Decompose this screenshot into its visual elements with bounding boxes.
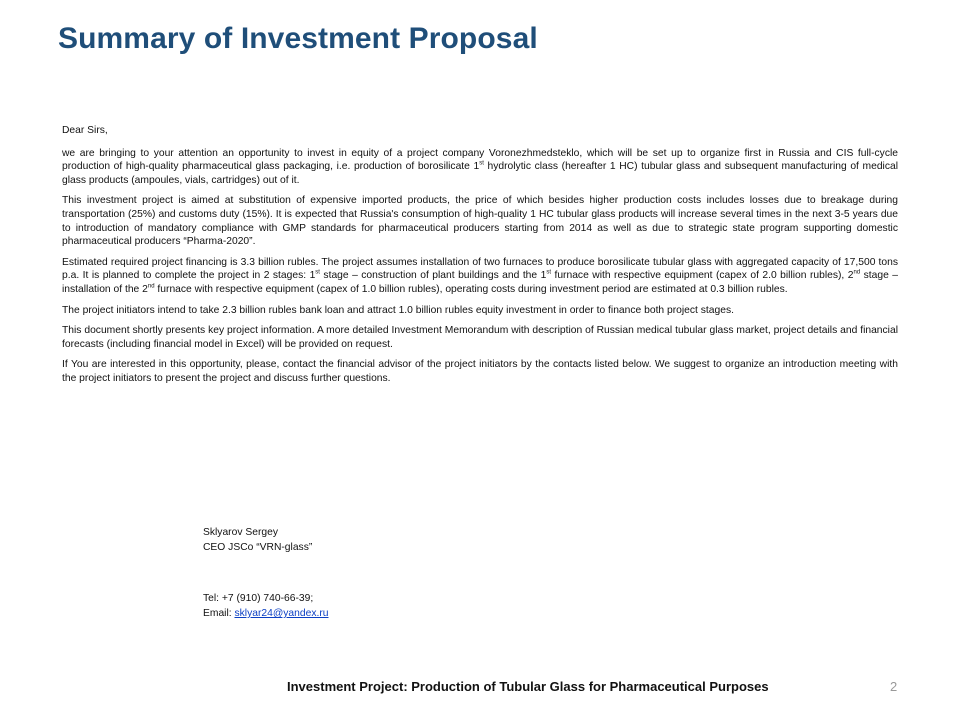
signer-position: CEO JSCo “VRN-glass”	[203, 542, 313, 553]
paragraph-financing-text-1: Estimated required project financing is 3.3 billion rubles. The project assumes installation of two furnaces to produce borosilicate tubular glass with aggregated capacity of 17,500 tons p.a. It is planned to complete the project in 2 stages: 1	[62, 256, 898, 282]
page-number: 2	[890, 679, 898, 694]
paragraph-intro-text-1: we are bringing to your attention an opportunity to invest in equity of a project company Voronezhmedsteklo, which will be set up to organize first in Russia and CIS full-cycle production of high-quality pharmaceutical glass packaging, i.e. production of borosilicate 1	[62, 147, 898, 173]
paragraph-document-info: This document shortly presents key project information. A more detailed Investment Memorandum with description of Russian medical tubular glass market, project details and financial forecasts (including financial model in Excel) will be provided on request.	[62, 325, 898, 350]
paragraph-intro-text-2: hydrolytic class (hereafter 1 HC) tubular glass and subsequent manufacturing of medical glass products (ampoules, vials, cartridges) out of it.	[62, 161, 898, 186]
letter-body	[62, 124, 898, 393]
paragraph-financing-text-3: furnace with respective equipment (capex of 2.0 billion rubles), 2	[551, 270, 854, 282]
signature-block	[203, 525, 329, 621]
paragraph-financing	[62, 256, 898, 297]
ordinal-superscript: st	[479, 160, 484, 167]
slide-title: Summary of Investment Proposal	[58, 22, 538, 55]
paragraph-financing-text-4: stage – installation of the 2	[62, 270, 899, 295]
paragraph-funding-structure: The project initiators intend to take 2.3 billion rubles bank loan and attract 1.0 billion rubles equity investment in order to finance both project stages.	[62, 304, 734, 316]
ordinal-superscript: nd	[147, 283, 155, 290]
letter-greeting: Dear Sirs,	[62, 125, 108, 136]
contact-phone: Tel: +7 (910) 740-66-39;	[203, 593, 314, 604]
ordinal-superscript: st	[315, 269, 320, 276]
paragraph-financing-text-5: furnace with respective equipment (capex of 1.0 billion rubles), operating costs during investment period are estimated at 0.3 billion rubles.	[154, 283, 788, 295]
signer-name: Sklyarov Sergey	[203, 527, 278, 538]
paragraph-intro	[62, 147, 898, 188]
paragraph-financing-text-2: stage – construction of plant buildings and the 1	[319, 270, 547, 282]
email-link[interactable]: sklyar24@yandex.ru	[234, 608, 329, 619]
ordinal-superscript: nd	[853, 269, 861, 276]
paragraph-market: This investment project is aimed at substitution of expensive imported products, the price of which besides higher production costs includes losses due to breakage during transportation (25%) and customs duty (15%). It is expected that Russia's consumption of high-quality 1 HC tubular glass products will increase several times in the next 3-5 years due to introduction of mandatory compliance with GMP standards for pharmaceutical producers starting from 2014 as well as due to strategic state program supporting domestic pharmaceutical producers “Pharma-2020”.	[62, 195, 898, 248]
ordinal-superscript: st	[546, 269, 551, 276]
paragraph-contact-request: If You are interested in this opportunity, please, contact the financial advisor of the project initiators by the contacts listed below. We suggest to organize an introduction meeting with the project initiators to present the project and discuss further questions.	[62, 359, 898, 384]
footer-title: Investment Project: Production of Tubular Glass for Pharmaceutical Purposes	[287, 679, 769, 694]
email-label: Email:	[203, 608, 235, 619]
contact-email-line	[203, 606, 329, 621]
